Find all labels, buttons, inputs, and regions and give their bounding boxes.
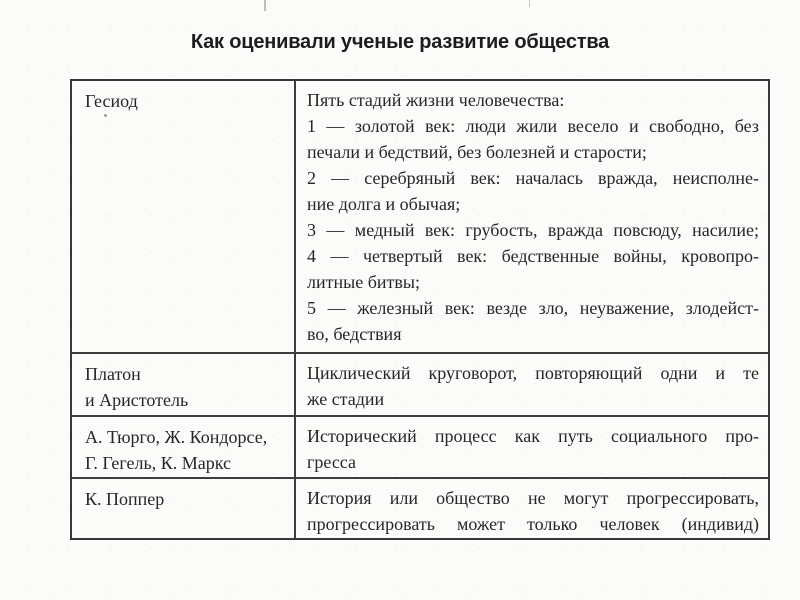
scan-artifact xyxy=(264,0,266,11)
view-line: ние долга и обычая; xyxy=(307,194,461,214)
scholar-cell xyxy=(72,479,296,538)
view-line: печали и бедствий, без болезней и старости; xyxy=(307,142,647,162)
table-row xyxy=(72,81,768,352)
table-row xyxy=(72,477,768,538)
table-row xyxy=(72,352,768,415)
view-line: 2 — серебряный век: началась вражда, неисполне- xyxy=(307,168,759,188)
view-line: гресса xyxy=(307,452,357,472)
view-cell xyxy=(296,354,768,415)
view-line: Циклический круговорот, повторяющий одни и те xyxy=(307,363,759,383)
scholar-line: К. Поппер xyxy=(85,489,165,509)
scan-artifact xyxy=(104,114,107,117)
page-title: Как оценивали ученые развитие общества xyxy=(190,31,610,53)
scholar-line: Г. Гегель, К. Маркс xyxy=(85,453,232,473)
view-line: литные битвы; xyxy=(307,272,420,292)
society-table xyxy=(70,79,770,540)
view-line: История или общество не могут прогрессировать, xyxy=(307,488,759,508)
view-cell xyxy=(296,479,768,538)
view-line: 5 — железный век: везде зло, неуважение, злодейст- xyxy=(307,298,759,318)
view-line: 3 — медный век: грубость, вражда повсюду, насилие; xyxy=(307,220,759,240)
scan-artifact xyxy=(529,0,530,7)
view-cell xyxy=(296,81,768,352)
table-row xyxy=(72,415,768,477)
view-line: во, бедствия xyxy=(307,324,402,344)
scholar-line: и Аристотель xyxy=(85,390,189,410)
view-cell xyxy=(296,417,768,477)
view-line: 4 — четвертый век: бедственные войны, кровопро- xyxy=(307,246,759,266)
view-line: Пять стадий жизни человечества: xyxy=(307,90,565,110)
view-line: Исторический процесс как путь социального про- xyxy=(307,426,759,446)
view-line: прогрессировать может только человек (индивид) xyxy=(307,514,759,534)
scholar-cell xyxy=(72,417,296,477)
scholar-line: Платон xyxy=(85,364,141,384)
scholar-cell xyxy=(72,81,296,352)
view-line: 1 — золотой век: люди жили весело и свободно, без xyxy=(307,116,759,136)
view-line: же стадии xyxy=(307,389,385,409)
scholar-cell xyxy=(72,354,296,415)
scholar-line: А. Тюрго, Ж. Кондорсе, xyxy=(85,427,268,447)
scholar-line: Гесиод xyxy=(85,91,138,111)
